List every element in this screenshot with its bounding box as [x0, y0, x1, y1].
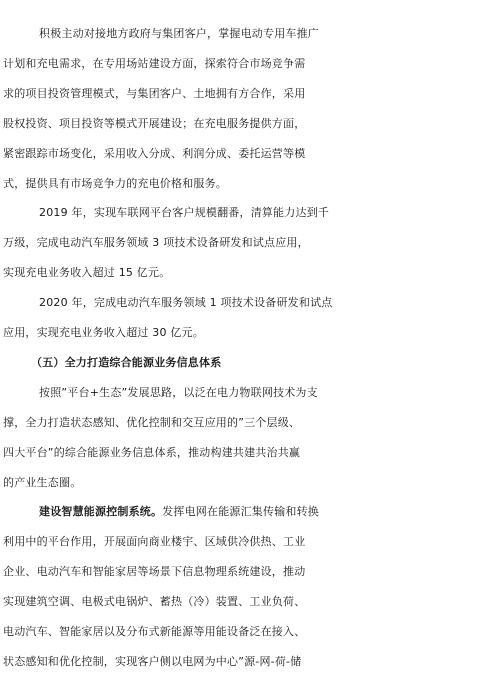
- paragraph-6-line-1: [0, 500, 499, 524]
- paragraph-6-line-3: 企业、电动汽车和智能家居等场景下信息物理系统建设，推动: [3, 565, 306, 579]
- paragraph-6-line-5: 电动汽车、智能家居以及分布式新能源等用能设备泛在接入、: [3, 625, 306, 639]
- paragraph-5-line-4: 的产业生态圈。: [3, 475, 82, 489]
- paragraph-6-line-6: 状态感知和优化控制，实现客户侧以电网为中心”源-网-荷-储: [3, 655, 302, 668]
- paragraph-6-line-2: 利用中的平台作用，开展面向商业楼宇、区域供冷供热、工业: [3, 535, 306, 549]
- section-heading: （五）全力打造综合能源业务信息体系: [31, 355, 222, 369]
- paragraph-2-line-1: 2019 年，实现车联网平台客户规模翻番，清算能力达到千: [39, 206, 330, 220]
- paragraph-1-line-5: 紧密跟踪市场变化，采用收入分成、利润分成、委托运营等模: [3, 146, 306, 160]
- paragraph-5-line-1: 按照”平台+生态”发展思路，以泛在电力物联网技术为支: [39, 385, 318, 399]
- paragraph-3-line-1: 2020 年，完成电动汽车服务领域 1 项技术设备研发和试点: [39, 296, 333, 310]
- paragraph-3-line-2: 应用，实现充电业务收入超过 30 亿元。: [3, 326, 204, 340]
- paragraph-1-line-3: 求的项目投资管理模式，与集团客户、土地拥有方合作，采用: [3, 86, 306, 100]
- paragraph-6-lead: 建设智慧能源控制系统。: [39, 505, 163, 519]
- paragraph-2-line-2: 万级，完成电动汽车服务领域 3 项技术设备研发和试点应用，: [3, 236, 309, 250]
- paragraph-1-line-1: 积极主动对接地方政府与集团客户，掌握电动专用车推广: [39, 27, 319, 40]
- paragraph-2-line-3: 实现充电业务收入超过 15 亿元。: [3, 266, 171, 280]
- paragraph-1-line-6: 式，提供具有市场竞争力的充电价格和服务。: [3, 176, 227, 190]
- paragraph-6-line-4: 实现建筑空调、电极式电锅炉、蓄热（冷）装置、工业负荷、: [3, 595, 306, 609]
- paragraph-5-line-2: 撑，全力打造状态感知、优化控制和交互应用的”三个层级、: [3, 415, 301, 429]
- paragraph-6-first-rest: 发挥电网在能源汇集传输和转换: [162, 505, 320, 519]
- paragraph-1-line-2: 计划和充电需求，在专用场站建设方面，探索符合市场竞争需: [3, 56, 306, 70]
- paragraph-5-line-3: 四大平台”的综合能源业务信息体系，推动构建共建共治共赢: [3, 445, 301, 459]
- paragraph-1-line-4: 股权投资、项目投资等模式开展建设；在充电服务提供方面，: [3, 116, 306, 130]
